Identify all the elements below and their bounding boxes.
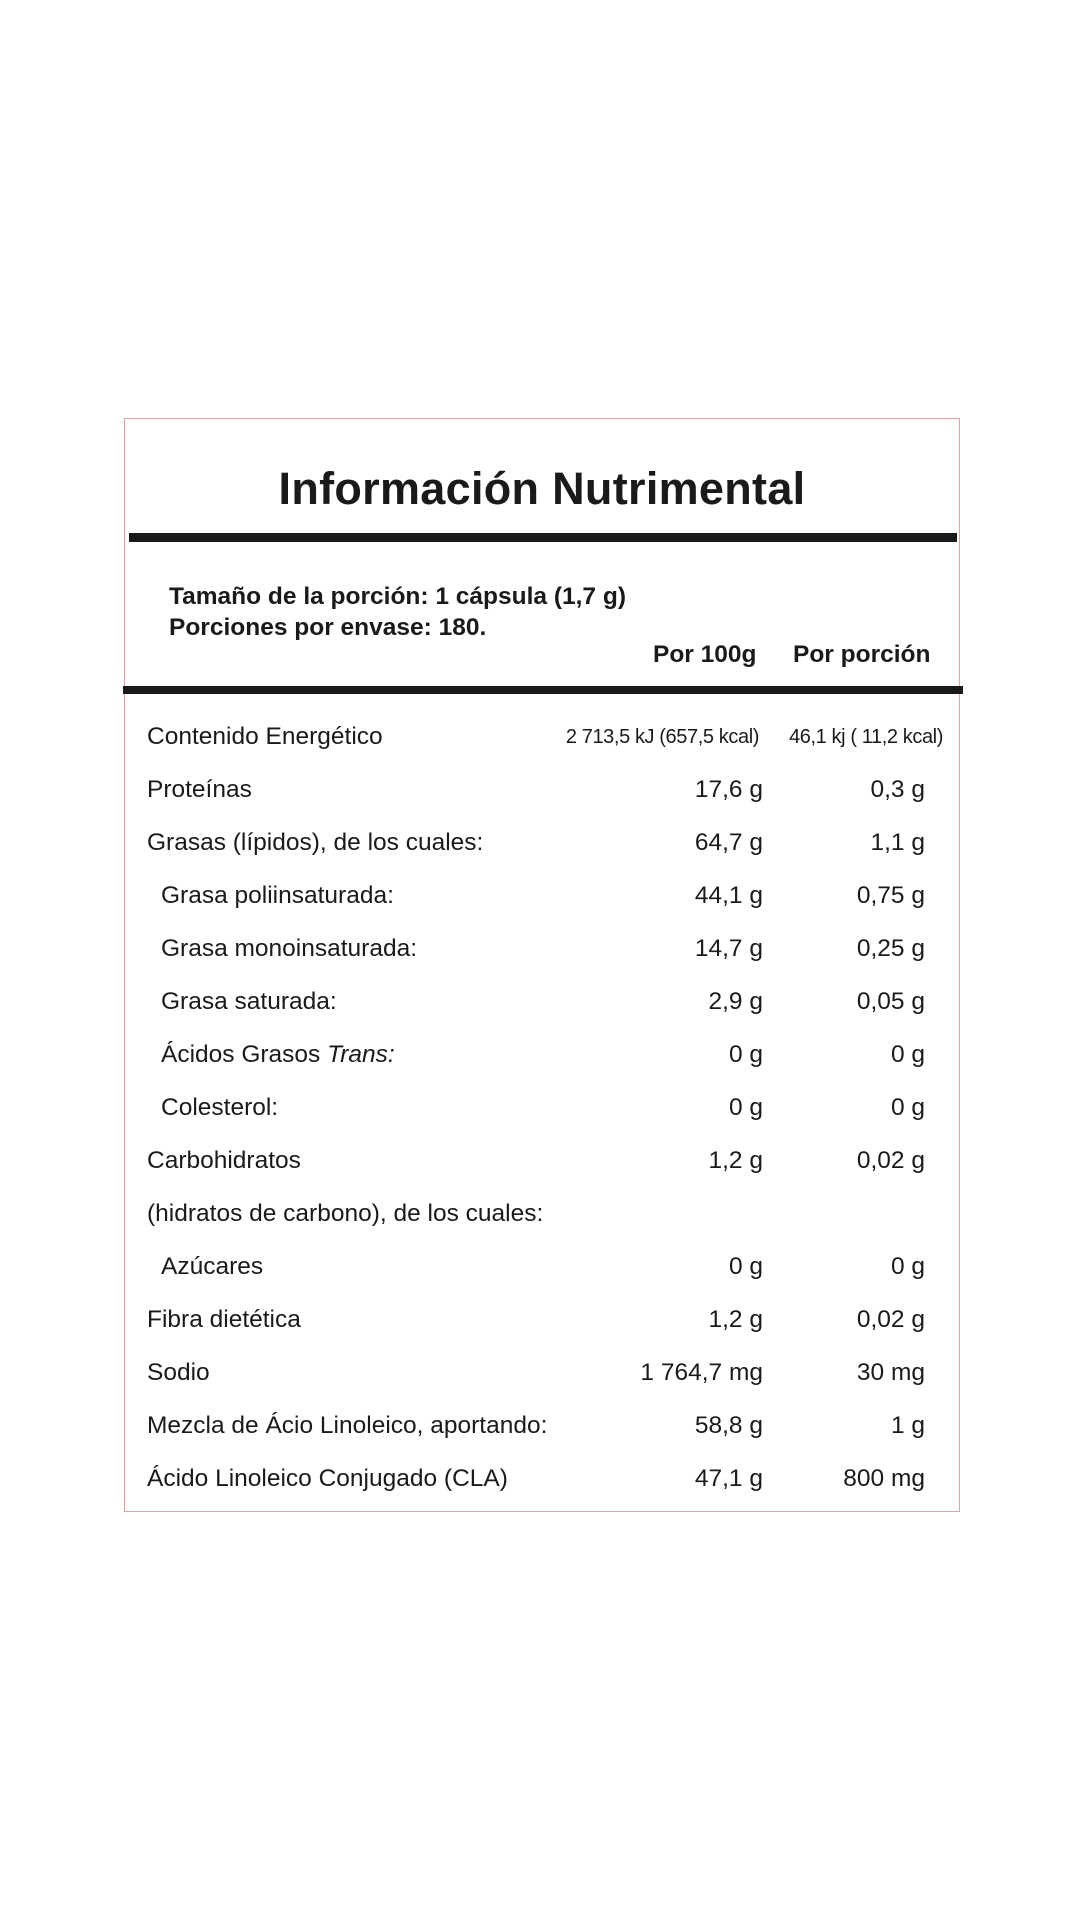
value-per-serving: 0 g [890, 1041, 925, 1068]
nutrient-label: Grasas (lípidos), de los cuales: [147, 829, 484, 856]
nutrient-label: (hidratos de carbono), de los cuales: [147, 1200, 544, 1227]
serving-size: Tamaño de la porción: 1 cápsula (1,7 g) [169, 583, 626, 610]
panel-title: Información Nutrimental [278, 463, 806, 514]
nutrient-label: Proteínas [147, 776, 252, 803]
value-per100: 44,1 g [694, 882, 763, 909]
value-per100: 64,7 g [694, 829, 763, 856]
value-per-serving: 0,05 g [856, 988, 925, 1015]
nutrient-label: Azúcares [161, 1253, 264, 1280]
value-per-serving: 0,25 g [856, 935, 925, 962]
value-per-serving: 0,75 g [856, 882, 925, 909]
label-prefix: Ácidos Grasos [161, 1041, 328, 1068]
value-per-serving: 0 g [890, 1094, 925, 1121]
value-per-serving: 30 mg [856, 1359, 925, 1386]
value-per100: 0 g [728, 1253, 763, 1280]
nutrient-label: Grasa poliinsaturada: [161, 882, 394, 909]
serving-info [169, 581, 626, 643]
value-per100: 47,1 g [694, 1465, 763, 1492]
nutrient-row-polyunsaturated [125, 882, 959, 922]
value-per-serving: 46,1 kj ( 11,2 kcal) [789, 726, 943, 748]
nutrient-label: Ácido Linoleico Conjugado (CLA) [147, 1465, 508, 1492]
nutrient-label: Sodio [147, 1359, 210, 1386]
value-per-serving: 0,02 g [856, 1306, 925, 1333]
nutrient-label: Contenido Energético [147, 723, 383, 750]
value-per100: 1,2 g [708, 1147, 763, 1174]
nutrient-row-proteins [125, 776, 959, 816]
nutrient-label: Grasa saturada: [161, 988, 337, 1015]
value-per100: 14,7 g [694, 935, 763, 962]
value-per-serving: 0,3 g [870, 776, 925, 803]
nutrient-label: Grasa monoinsaturada: [161, 935, 418, 962]
nutrient-row-carbohydrates-note [125, 1200, 959, 1240]
nutrient-label [161, 1041, 395, 1069]
servings-per-container: Porciones por envase: 180. [169, 614, 487, 641]
value-per-serving: 800 mg [843, 1465, 925, 1492]
value-per100: 0 g [728, 1041, 763, 1068]
value-per-serving: 0,02 g [856, 1147, 925, 1174]
value-per100: 0 g [728, 1094, 763, 1121]
header-divider [123, 686, 963, 694]
nutrient-row-cla [125, 1465, 959, 1505]
nutrient-row-fats [125, 829, 959, 869]
value-per100: 2 713,5 kJ (657,5 kcal) [565, 726, 759, 748]
value-per100: 1,2 g [708, 1306, 763, 1333]
nutrient-row-monounsaturated [125, 935, 959, 975]
nutrient-row-sugars [125, 1253, 959, 1293]
value-per-serving: 1,1 g [870, 829, 925, 856]
label-italic: Trans: [327, 1041, 395, 1068]
nutrient-label: Mezcla de Ácio Linoleico, aportando: [147, 1412, 548, 1439]
nutrient-label: Fibra dietética [147, 1306, 301, 1333]
nutrient-row-sodium [125, 1359, 959, 1399]
value-per100: 17,6 g [694, 776, 763, 803]
value-per-serving: 0 g [890, 1253, 925, 1280]
nutrient-row-trans-fat [125, 1041, 959, 1081]
nutrient-row-carbohydrates [125, 1147, 959, 1187]
value-per-serving: 1 g [890, 1412, 925, 1439]
nutrient-row-saturated [125, 988, 959, 1028]
nutrient-row-linoleic-blend [125, 1412, 959, 1452]
nutrient-label: Carbohidratos [147, 1147, 301, 1174]
nutrient-label: Colesterol: [161, 1094, 279, 1121]
nutrient-row-cholesterol [125, 1094, 959, 1134]
title-divider [129, 533, 957, 542]
value-per100: 58,8 g [694, 1412, 763, 1439]
nutrition-facts-panel [124, 418, 960, 1512]
nutrient-row-energy [125, 723, 959, 763]
value-per100: 2,9 g [708, 988, 763, 1015]
value-per100: 1 764,7 mg [640, 1359, 763, 1386]
nutrient-row-fiber [125, 1306, 959, 1346]
column-header-per100: Por 100g [653, 641, 757, 668]
column-header-per-serving: Por porción [793, 641, 931, 668]
